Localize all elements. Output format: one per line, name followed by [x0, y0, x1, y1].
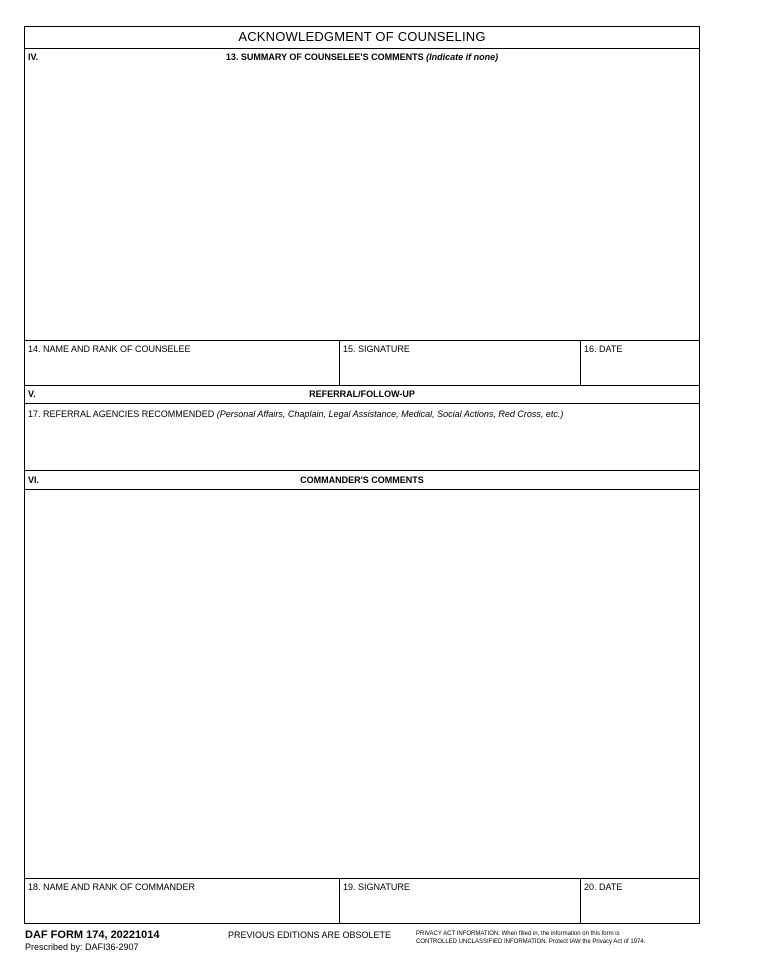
counselee-name-rank-label: 14. NAME AND RANK OF COUNSELEE: [28, 344, 191, 354]
counselee-date-field[interactable]: [581, 341, 699, 385]
privacy-line-1: PRIVACY ACT INFORMATION: When filled in, the information on this form is: [416, 931, 620, 937]
section-iv-heading-text: 13. SUMMARY OF COUNSELEE'S COMMENTS: [225, 52, 424, 62]
referral-agencies-label-text: 17. REFERRAL AGENCIES RECOMMENDED: [28, 409, 215, 419]
referral-agencies-field[interactable]: [25, 404, 699, 470]
commander-name-rank-field[interactable]: [25, 879, 339, 923]
divider: [25, 385, 699, 386]
commander-comments-field[interactable]: [25, 490, 699, 877]
prescribed-by: Prescribed by: DAFI36-2907: [25, 942, 139, 952]
section-vi-number: VI.: [28, 475, 40, 485]
counselee-comments-field[interactable]: [25, 64, 699, 339]
counseling-form: [24, 26, 700, 924]
counselee-signature-label: 15. SIGNATURE: [343, 344, 410, 354]
divider: [25, 470, 699, 471]
editions-notice: PREVIOUS EDITIONS ARE OBSOLETE: [228, 930, 392, 940]
referral-agencies-label-note: (Personal Affairs, Chaplain, Legal Assistance, Medical, Social Actions, Red Cross, etc.): [216, 409, 564, 419]
counselee-signature-field[interactable]: [340, 341, 580, 385]
section-vi-heading: COMMANDER'S COMMENTS: [300, 475, 424, 485]
section-iv-heading: [25, 52, 699, 62]
counselee-name-rank-field[interactable]: [25, 341, 339, 385]
counselee-date-label: 16. DATE: [584, 344, 623, 354]
section-v-heading: REFERRAL/FOLLOW-UP: [309, 389, 415, 399]
commander-signature-label: 19. SIGNATURE: [343, 882, 410, 892]
privacy-line-2: CONTROLLED UNCLASSIFIED INFORMATION. Protect IAW the Privacy Act of 1974.: [416, 939, 646, 945]
form-id: DAF FORM 174, 20221014: [25, 929, 160, 941]
privacy-notice: [416, 930, 645, 946]
divider: [25, 48, 699, 49]
section-iv-heading-note: (Indicate if none): [426, 52, 499, 62]
referral-agencies-label: [28, 409, 563, 419]
section-v-number: V.: [28, 389, 36, 399]
section-iv-number: IV.: [28, 52, 39, 62]
commander-date-label: 20. DATE: [584, 882, 623, 892]
commander-name-rank-label: 18. NAME AND RANK OF COMMANDER: [28, 882, 196, 892]
commander-date-field[interactable]: [581, 879, 699, 923]
form-title: ACKNOWLEDGMENT OF COUNSELING: [238, 29, 486, 44]
commander-signature-field[interactable]: [340, 879, 580, 923]
